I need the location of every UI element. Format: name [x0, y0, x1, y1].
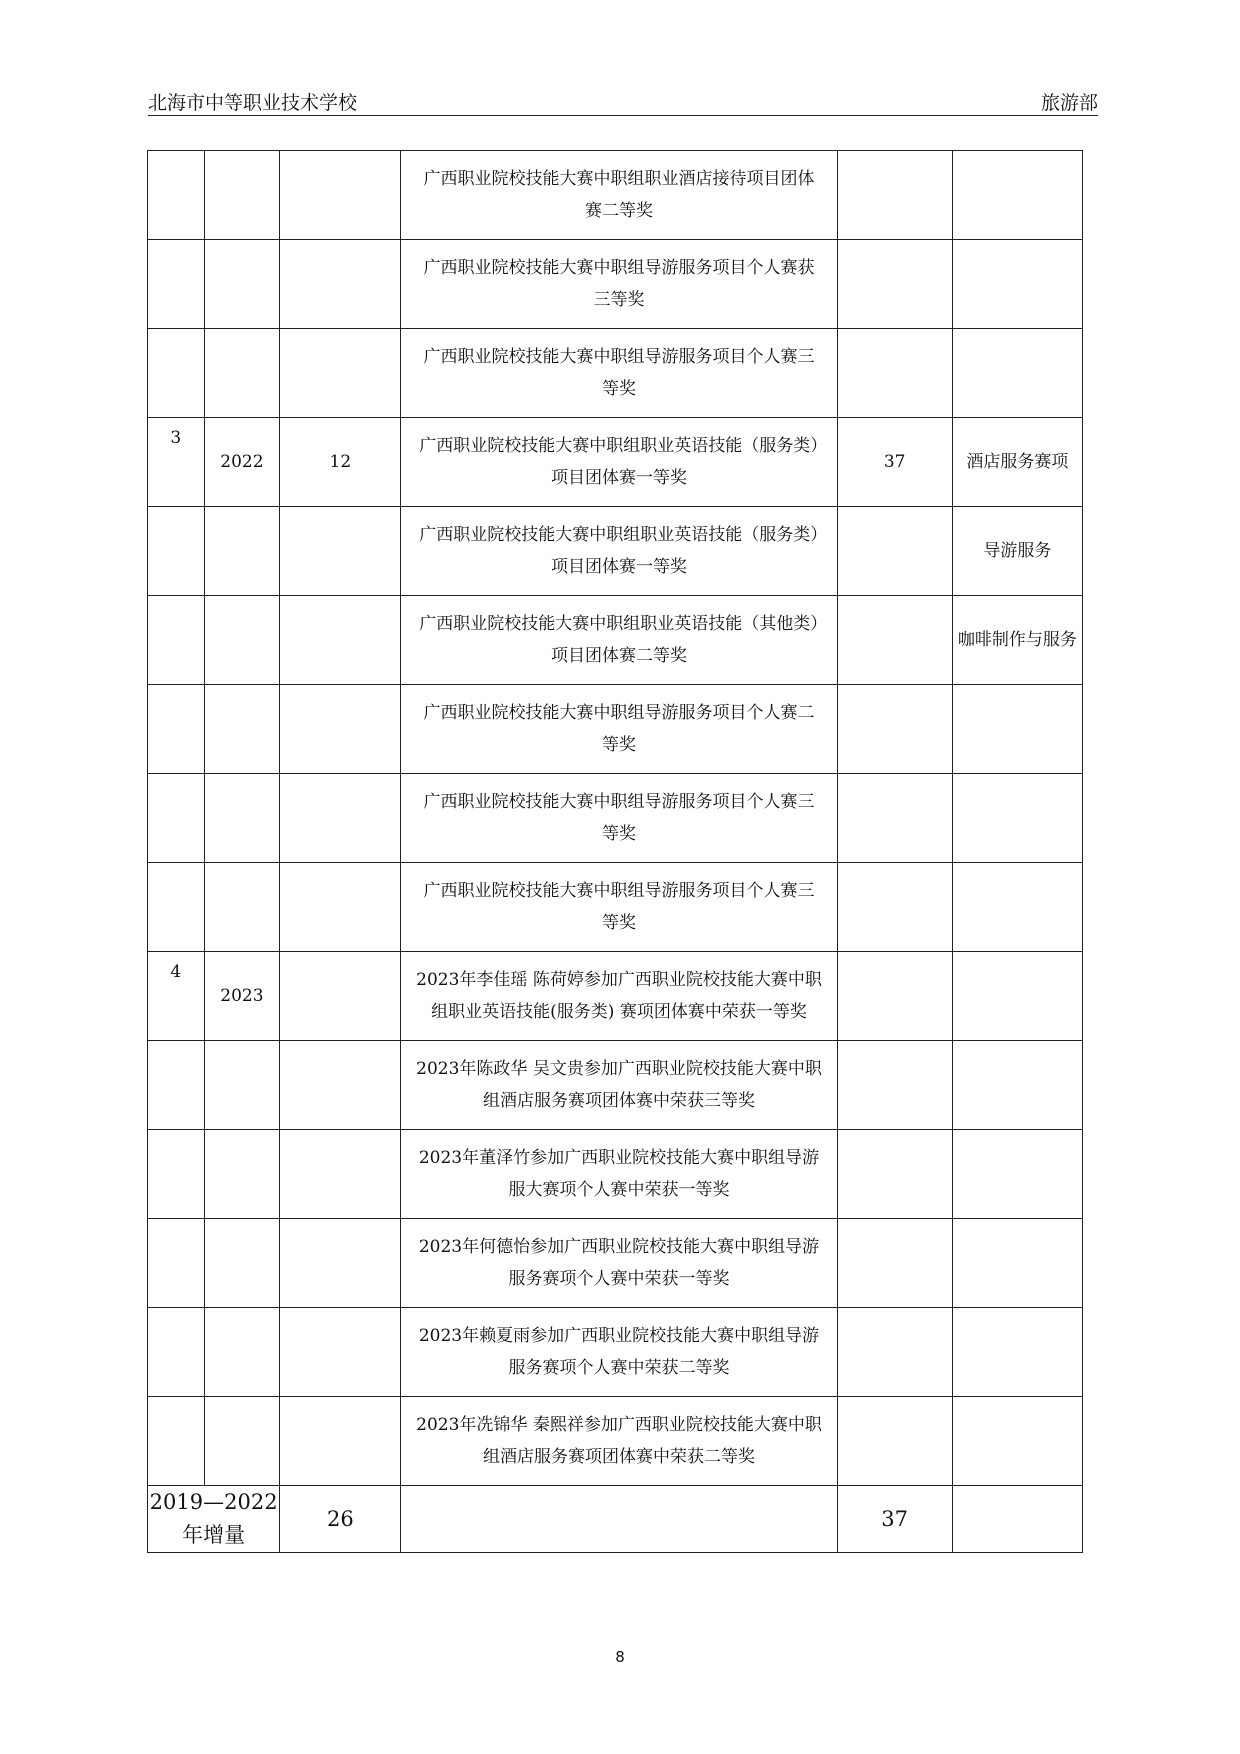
count2-cell [837, 774, 952, 863]
count-cell: 12 [280, 418, 401, 507]
project-cell [952, 1041, 1082, 1130]
count-cell [280, 240, 401, 329]
table-row [148, 1130, 1083, 1219]
count2-cell [837, 863, 952, 952]
year-cell [204, 240, 280, 329]
year-cell: 2022 [204, 418, 280, 507]
year-cell [204, 596, 280, 685]
award-cell: 广西职业院校技能大赛中职组导游服务项目个人赛三等奖 [401, 329, 837, 418]
year-cell [204, 774, 280, 863]
row-number-cell [148, 329, 205, 418]
project-cell [952, 774, 1082, 863]
row-number [148, 507, 204, 511]
count2-cell [837, 151, 952, 240]
project-cell [952, 952, 1082, 1041]
award-cell: 广西职业院校技能大赛中职组职业英语技能（其他类）项目团体赛二等奖 [401, 596, 837, 685]
row-number [148, 774, 204, 778]
count2-cell [837, 240, 952, 329]
count-cell [280, 1130, 401, 1219]
count2-cell [837, 952, 952, 1041]
total-project [952, 1486, 1082, 1553]
table-row [148, 1041, 1083, 1130]
year-cell [204, 1219, 280, 1308]
count-cell [280, 329, 401, 418]
year-cell [204, 507, 280, 596]
count-cell [280, 1041, 401, 1130]
project-cell [952, 863, 1082, 952]
row-number: 3 [170, 428, 182, 448]
page-header [148, 88, 1098, 116]
project-cell: 导游服务 [952, 507, 1082, 596]
project-cell: 酒店服务赛项 [952, 418, 1082, 507]
count2-cell [837, 596, 952, 685]
award-cell: 广西职业院校技能大赛中职组职业英语技能（服务类）项目团体赛一等奖 [401, 507, 837, 596]
count2-cell [837, 1130, 952, 1219]
table-row [148, 685, 1083, 774]
year-cell: 2023 [204, 952, 280, 1041]
year-cell [204, 1130, 280, 1219]
total-award [401, 1486, 837, 1553]
award-cell: 2023年董泽竹参加广西职业院校技能大赛中职组导游服大赛项个人赛中荣获一等奖 [401, 1130, 837, 1219]
count-cell [280, 596, 401, 685]
row-number [148, 151, 204, 155]
row-number-cell [148, 952, 205, 1041]
school-name: 北海市中等职业技术学校 [148, 92, 358, 114]
table-row [148, 240, 1083, 329]
project-cell [952, 1130, 1082, 1219]
count-cell [280, 863, 401, 952]
award-cell: 2023年李佳瑶 陈荷婷参加广西职业院校技能大赛中职组职业英语技能(服务类) 赛项团体赛中荣获一等奖 [401, 952, 837, 1041]
project-cell [952, 329, 1082, 418]
row-number-cell [148, 596, 205, 685]
total-count: 26 [280, 1486, 401, 1553]
row-number [148, 240, 204, 244]
count-cell [280, 151, 401, 240]
table-row [148, 507, 1083, 596]
count-cell [280, 1397, 401, 1486]
department-name: 旅游部 [1040, 92, 1098, 114]
row-number-cell [148, 774, 205, 863]
row-number-cell [148, 418, 205, 507]
project-cell [952, 1219, 1082, 1308]
year-cell [204, 151, 280, 240]
awards-table [147, 150, 1083, 1553]
count2-cell [837, 507, 952, 596]
count2-cell [837, 1219, 952, 1308]
table-row [148, 952, 1083, 1041]
row-number-cell [148, 685, 205, 774]
table-row [148, 151, 1083, 240]
project-cell [952, 1308, 1082, 1397]
row-number [148, 1308, 204, 1312]
count2-cell [837, 1397, 952, 1486]
award-cell: 广西职业院校技能大赛中职组导游服务项目个人赛三等奖 [401, 774, 837, 863]
year-cell [204, 329, 280, 418]
row-number-cell [148, 863, 205, 952]
count-cell [280, 1308, 401, 1397]
table-row [148, 774, 1083, 863]
award-cell: 2023年赖夏雨参加广西职业院校技能大赛中职组导游服务赛项个人赛中荣获二等奖 [401, 1308, 837, 1397]
row-number-cell [148, 1041, 205, 1130]
count2-cell [837, 329, 952, 418]
award-cell: 广西职业院校技能大赛中职组导游服务项目个人赛获三等奖 [401, 240, 837, 329]
year-cell [204, 1308, 280, 1397]
award-cell: 广西职业院校技能大赛中职组职业英语技能（服务类）项目团体赛一等奖 [401, 418, 837, 507]
table-row [148, 418, 1083, 507]
project-cell [952, 240, 1082, 329]
page-number: 8 [615, 1648, 625, 1666]
row-number [148, 1130, 204, 1134]
total-label: 2019—2022年增量 [148, 1486, 280, 1553]
row-number [148, 1397, 204, 1401]
year-cell [204, 685, 280, 774]
row-number [148, 1041, 204, 1045]
count2-cell [837, 1308, 952, 1397]
header-divider [148, 115, 1098, 116]
table-row [148, 1397, 1083, 1486]
award-cell: 2023年陈政华 吴文贵参加广西职业院校技能大赛中职组酒店服务赛项团体赛中荣获三等奖 [401, 1041, 837, 1130]
project-cell: 咖啡制作与服务 [952, 596, 1082, 685]
table-row [148, 1308, 1083, 1397]
row-number [148, 863, 204, 867]
year-cell [204, 1397, 280, 1486]
table-row [148, 596, 1083, 685]
award-cell: 2023年何德怡参加广西职业院校技能大赛中职组导游服务赛项个人赛中荣获一等奖 [401, 1219, 837, 1308]
project-cell [952, 151, 1082, 240]
total-count2: 37 [837, 1486, 952, 1553]
project-cell [952, 1397, 1082, 1486]
count2-cell [837, 685, 952, 774]
count2-cell: 37 [837, 418, 952, 507]
row-number-cell [148, 1397, 205, 1486]
table-row [148, 329, 1083, 418]
row-number-cell [148, 1130, 205, 1219]
row-number-cell [148, 1219, 205, 1308]
total-row [148, 1486, 1083, 1553]
count-cell [280, 1219, 401, 1308]
award-cell: 广西职业院校技能大赛中职组导游服务项目个人赛二等奖 [401, 685, 837, 774]
row-number-cell [148, 240, 205, 329]
row-number [148, 1219, 204, 1223]
year-cell [204, 863, 280, 952]
row-number-cell [148, 507, 205, 596]
award-cell: 2023年冼锦华 秦熙祥参加广西职业院校技能大赛中职组酒店服务赛项团体赛中荣获二等奖 [401, 1397, 837, 1486]
table-row [148, 1219, 1083, 1308]
table-row [148, 863, 1083, 952]
row-number [148, 685, 204, 689]
year-cell [204, 1041, 280, 1130]
row-number: 4 [170, 962, 182, 982]
count-cell [280, 685, 401, 774]
count-cell [280, 507, 401, 596]
row-number-cell [148, 151, 205, 240]
award-cell: 广西职业院校技能大赛中职组职业酒店接待项目团体赛二等奖 [401, 151, 837, 240]
award-cell: 广西职业院校技能大赛中职组导游服务项目个人赛三等奖 [401, 863, 837, 952]
row-number [148, 596, 204, 600]
row-number [148, 329, 204, 333]
row-number-cell [148, 1308, 205, 1397]
count2-cell [837, 1041, 952, 1130]
project-cell [952, 685, 1082, 774]
count-cell [280, 952, 401, 1041]
count-cell [280, 774, 401, 863]
